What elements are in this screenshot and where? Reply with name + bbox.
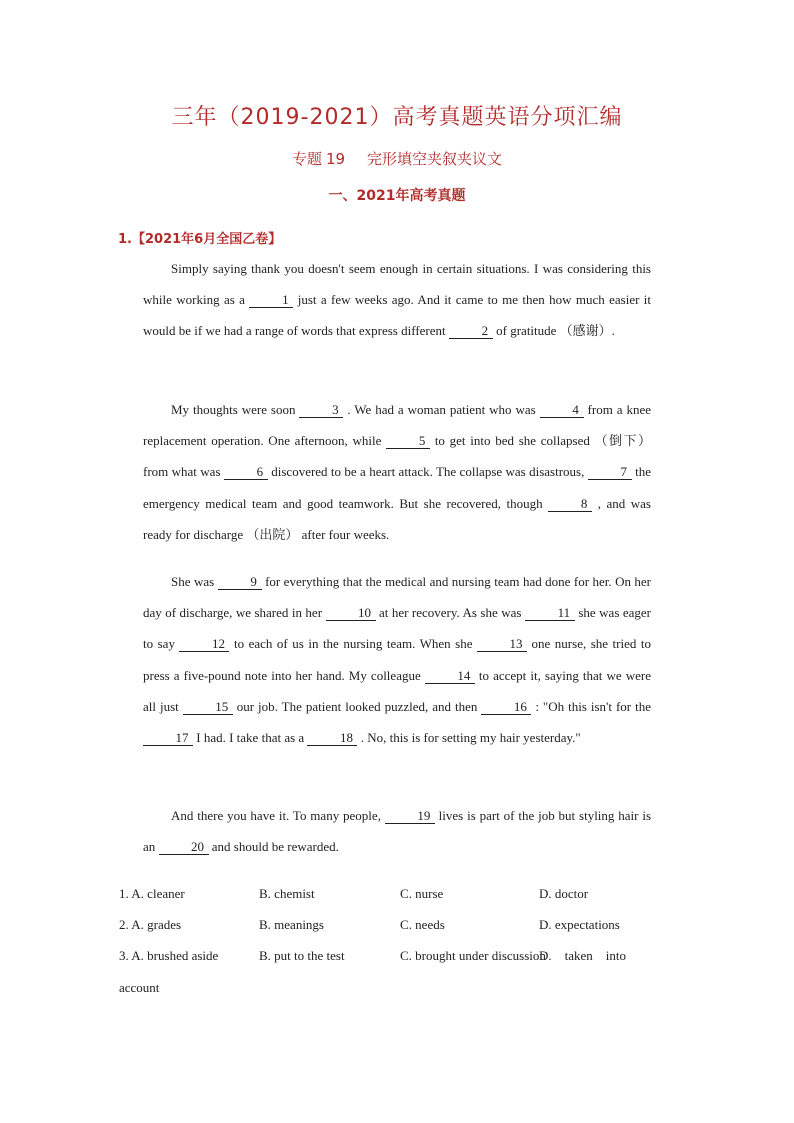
blank-16: 16 <box>481 700 531 715</box>
blank-12: 12 <box>179 637 229 652</box>
option-1-d: D. doctor <box>539 886 589 901</box>
option-3-a: 3. A. brushed aside <box>119 948 219 963</box>
blank-8: 8 <box>548 497 592 512</box>
blank-20: 20 <box>159 840 209 855</box>
blank-14: 14 <box>425 669 475 684</box>
passage-text: My thoughts were soon <box>171 402 300 417</box>
blank-2: 2 <box>449 324 493 339</box>
passage-text: for everything that the medical and nursing team had done for her. On her day of discharge, we shared in her <box>143 574 652 621</box>
passage-text: : "Oh this isn't for the <box>535 698 651 714</box>
passage-text: the emergency medical team and good teamwork. But she recovered, though <box>143 464 651 511</box>
passage-text: just a few weeks ago. And it came to me then how much easier it would be if we had a range of words that express different <box>143 292 652 339</box>
passage-text: She was <box>171 574 215 589</box>
passage-text: , and was ready for discharge （出院） after four weeks. <box>143 495 651 542</box>
blank-9: 9 <box>218 575 262 590</box>
blank-17: 17 <box>143 731 193 746</box>
topic-number: 19 <box>325 150 346 168</box>
blank-13: 13 <box>477 637 527 652</box>
passage-text: discovered to be a heart attack. The collapse was disastrous, <box>271 464 588 480</box>
passage-text: from a knee replacement operation. One afternoon, while <box>143 402 651 449</box>
passage-text: our job. The patient looked puzzled, and then <box>236 698 482 714</box>
passage-text: lives is part of the job but styling hair is an <box>143 808 652 855</box>
option-3-d: D. taken into <box>539 948 627 963</box>
passage-text: at her recovery. As she was <box>378 605 525 621</box>
passage-paragraph-2 <box>143 394 651 550</box>
passage-text: to get into bed she collapsed （倒下） from what was <box>143 433 651 480</box>
passage-text: one nurse, she tried to press a five-pound note into her hand. My colleague <box>143 636 652 683</box>
option-2-b: B. meanings <box>259 917 324 932</box>
blank-4: 4 <box>540 403 584 418</box>
blank-18: 18 <box>307 731 357 746</box>
blank-3: 3 <box>299 403 343 418</box>
topic-subtitle <box>0 148 794 169</box>
passage-text: and should be rewarded. <box>211 839 339 855</box>
option-1-a: 1. A. cleaner <box>119 886 185 901</box>
passage-text: . No, this is for setting my hair yesterday." <box>360 730 581 746</box>
topic-label: 专题 <box>291 150 322 168</box>
option-1-b: B. chemist <box>259 886 315 901</box>
passage-text: to accept it, saying that we were all just <box>143 667 651 714</box>
option-3-b: B. put to the test <box>259 948 345 963</box>
page-title: 三年（2019-2021）高考真题英语分项汇编 <box>171 105 623 130</box>
passage-paragraph-1 <box>143 253 651 347</box>
blank-7: 7 <box>588 465 632 480</box>
passage-text: Simply saying thank you doesn't seem enough in certain situations. I was considering this while working as a <box>143 261 651 308</box>
passage-text: And there you have it. To many people, <box>171 808 385 823</box>
blank-15: 15 <box>183 700 233 715</box>
option-3-d-continuation: account <box>119 980 160 995</box>
blank-19: 19 <box>385 809 435 824</box>
blank-1: 1 <box>249 293 293 308</box>
blank-11: 11 <box>525 606 575 621</box>
option-3-c: C. brought under discussion <box>400 948 546 963</box>
blank-6: 6 <box>224 465 268 480</box>
blank-5: 5 <box>386 434 430 449</box>
passage-paragraph-3 <box>143 566 651 753</box>
question-label: 1.【2021年6月全国乙卷】 <box>118 232 282 247</box>
passage-text: of gratitude （感谢）. <box>496 323 615 339</box>
passage-text: I had. I take that as a <box>196 730 308 746</box>
option-2-d: D. expectations <box>539 917 620 932</box>
passage-paragraph-4 <box>143 800 651 862</box>
option-1-c: C. nurse <box>400 886 444 901</box>
passage-text: she was eager to say <box>143 605 651 652</box>
option-2-a: 2. A. grades <box>119 917 182 932</box>
blank-10: 10 <box>326 606 376 621</box>
passage-text: . We had a woman patient who was <box>347 402 536 417</box>
section-heading: 一、2021年高考真题 <box>328 188 466 204</box>
passage-text: to each of us in the nursing team. When she <box>233 636 478 652</box>
topic-text: 完形填空夹叙夹议文 <box>367 150 503 168</box>
option-2-c: C. needs <box>400 917 445 932</box>
